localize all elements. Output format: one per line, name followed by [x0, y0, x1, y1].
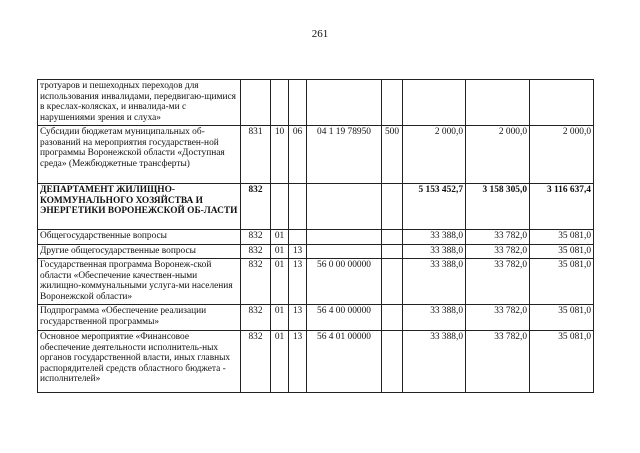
- table-row: [38, 184, 594, 230]
- vr-code-cell: [382, 331, 403, 393]
- amount-year3-cell: 35 081,0: [530, 305, 594, 331]
- row-name-cell: Общегосударственные вопросы: [38, 230, 241, 245]
- row-name-cell: Государственная программа Воронеж-ской области «Обеспечение качествен-ными жилищно-коммунальными услуга-ми населения Воронежской области»: [38, 259, 241, 305]
- pr-code-cell: [289, 230, 307, 245]
- rz-code-cell: [271, 80, 289, 126]
- vr-code-cell: [382, 184, 403, 230]
- rz-code-cell: 10: [271, 126, 289, 184]
- csr-code-cell: [307, 230, 382, 245]
- gr-code-cell: 832: [241, 331, 271, 393]
- gr-code-cell: 832: [241, 259, 271, 305]
- pr-code-cell: [289, 80, 307, 126]
- amount-year3-cell: 35 081,0: [530, 245, 594, 259]
- amount-year1-cell: 33 388,0: [403, 259, 466, 305]
- csr-code-cell: 56 4 01 00000: [307, 331, 382, 393]
- vr-code-cell: [382, 305, 403, 331]
- amount-year3-cell: 35 081,0: [530, 331, 594, 393]
- amount-year3-cell: 3 116 637,4: [530, 184, 594, 230]
- pr-code-cell: 13: [289, 259, 307, 305]
- amount-year2-cell: 3 158 305,0: [466, 184, 530, 230]
- amount-year1-cell: 2 000,0: [403, 126, 466, 184]
- vr-code-cell: [382, 259, 403, 305]
- amount-year2-cell: 33 782,0: [466, 245, 530, 259]
- rz-code-cell: 01: [271, 230, 289, 245]
- vr-code-cell: [382, 230, 403, 245]
- table-row: [38, 80, 594, 126]
- row-name-cell: Подпрограмма «Обеспечение реализации государственной программы»: [38, 305, 241, 331]
- amount-year1-cell: 33 388,0: [403, 305, 466, 331]
- row-name-cell: Субсидии бюджетам муниципальных об-разований на мероприятия государствен-ной программы Воронежской области «Доступная среда» (Межбюджетные трансферты): [38, 126, 241, 184]
- amount-year2-cell: 33 782,0: [466, 331, 530, 393]
- gr-code-cell: 832: [241, 305, 271, 331]
- row-name-cell: тротуаров и пешеходных переходов для использования инвалидами, передвигаю-щимися в креслах-колясках, и инвалида-ми с нарушениями зрения и слуха»: [38, 80, 241, 126]
- pr-code-cell: 13: [289, 305, 307, 331]
- vr-code-cell: 500: [382, 126, 403, 184]
- amount-year1-cell: [403, 80, 466, 126]
- pr-code-cell: 06: [289, 126, 307, 184]
- csr-code-cell: 04 1 19 78950: [307, 126, 382, 184]
- csr-code-cell: 56 0 00 00000: [307, 259, 382, 305]
- row-name-cell: Другие общегосударственные вопросы: [38, 245, 241, 259]
- amount-year3-cell: [530, 80, 594, 126]
- row-name-cell: ДЕПАРТАМЕНТ ЖИЛИЩНО-КОММУНАЛЬНОГО ХОЗЯЙСТВА И ЭНЕРГЕТИКИ ВОРОНЕЖСКОЙ ОБ-ЛАСТИ: [38, 184, 241, 230]
- amount-year3-cell: 35 081,0: [530, 230, 594, 245]
- csr-code-cell: [307, 80, 382, 126]
- amount-year1-cell: 5 153 452,7: [403, 184, 466, 230]
- rz-code-cell: 01: [271, 331, 289, 393]
- table-row: [38, 230, 594, 245]
- row-name-cell: Основное мероприятие «Финансовое обеспечение деятельности исполнитель-ных органов государственной власти, иных главных распорядителей средств областного бюджета - исполнителей»: [38, 331, 241, 393]
- page-number: 261: [311, 28, 329, 40]
- table-row: [38, 331, 594, 393]
- csr-code-cell: [307, 184, 382, 230]
- gr-code-cell: 832: [241, 245, 271, 259]
- pr-code-cell: [289, 184, 307, 230]
- budget-table: [37, 79, 594, 393]
- rz-code-cell: 01: [271, 305, 289, 331]
- amount-year2-cell: 33 782,0: [466, 230, 530, 245]
- amount-year2-cell: 33 782,0: [466, 259, 530, 305]
- gr-code-cell: [241, 80, 271, 126]
- amount-year3-cell: 2 000,0: [530, 126, 594, 184]
- rz-code-cell: 01: [271, 259, 289, 305]
- vr-code-cell: [382, 80, 403, 126]
- csr-code-cell: 56 4 00 00000: [307, 305, 382, 331]
- gr-code-cell: 831: [241, 126, 271, 184]
- amount-year2-cell: [466, 80, 530, 126]
- rz-code-cell: [271, 184, 289, 230]
- amount-year1-cell: 33 388,0: [403, 331, 466, 393]
- amount-year2-cell: 2 000,0: [466, 126, 530, 184]
- table-row: [38, 259, 594, 305]
- pr-code-cell: 13: [289, 331, 307, 393]
- gr-code-cell: 832: [241, 184, 271, 230]
- csr-code-cell: [307, 245, 382, 259]
- table-row: [38, 305, 594, 331]
- vr-code-cell: [382, 245, 403, 259]
- rz-code-cell: 01: [271, 245, 289, 259]
- pr-code-cell: 13: [289, 245, 307, 259]
- amount-year1-cell: 33 388,0: [403, 230, 466, 245]
- amount-year3-cell: 35 081,0: [530, 259, 594, 305]
- table-row: [38, 126, 594, 184]
- amount-year1-cell: 33 388,0: [403, 245, 466, 259]
- amount-year2-cell: 33 782,0: [466, 305, 530, 331]
- gr-code-cell: 832: [241, 230, 271, 245]
- table-row: [38, 245, 594, 259]
